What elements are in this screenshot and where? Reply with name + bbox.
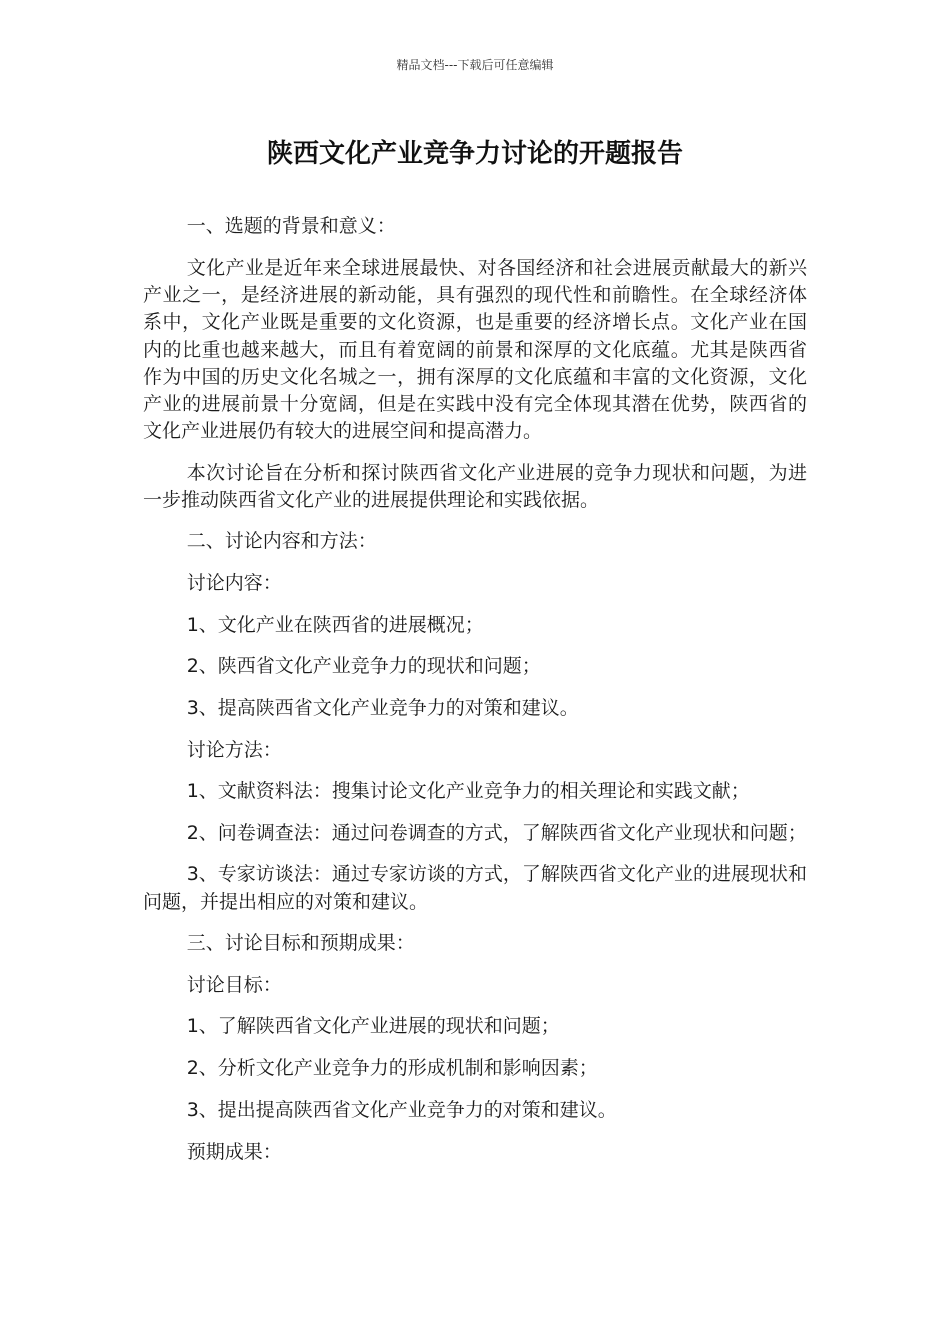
- list-item: 3、提出提高陕西省文化产业竞争力的对策和建议。: [186, 1098, 617, 1121]
- list-item: 1、了解陕西省文化产业进展的现状和问题；: [186, 1015, 560, 1038]
- list-item: 2、问卷调查法：通过问卷调查的方式，了解陕西省文化产业现状和问题；: [186, 822, 807, 845]
- list-item: 3、专家访谈法：通过专家访谈的方式，了解陕西省文化产业的进展现状和问题，并提出相应的对策和建议。: [143, 863, 807, 913]
- list-item: 2、分析文化产业竞争力的形成机制和影响因素；: [186, 1057, 598, 1080]
- list-item: 2、陕西省文化产业竞争力的现状和问题；: [186, 655, 541, 678]
- list-item: 3、提高陕西省文化产业竞争力的对策和建议。: [186, 697, 579, 720]
- subheading-expected-outcomes: 预期成果：: [186, 1140, 282, 1163]
- document-body: [143, 213, 807, 1180]
- paragraph-background-body: 文化产业是近年来全球进展最快、对各国经济和社会进展贡献最大的新兴产业之一，是经济进展的新动能，具有强烈的现代性和前瞻性。在全球经济体系中，文化产业既是重要的文化资源，也是重要的经济增长点。文化产业在国内的比重也越来越大，而且有着宽阔的前景和深厚的文化底蕴。尤其是陕西省作为中国的历史文化名城之一，拥有深厚的文化底蕴和丰富的文化资源，文化产业的进展前景十分宽阔，但是在实践中没有完全体现其潜在优势，陕西省的文化产业进展仍有较大的进展空间和提高潜力。: [143, 256, 807, 443]
- document-title: 陕西文化产业竞争力讨论的开题报告: [266, 139, 683, 169]
- subheading-methods: 讨论方法：: [186, 738, 282, 761]
- subheading-content: 讨论内容：: [186, 572, 282, 595]
- section-heading-goals-outcomes: 三、讨论目标和预期成果：: [186, 932, 415, 955]
- page-header: 精品文档---下载后可任意编辑: [396, 58, 554, 72]
- section-heading-content-methods: 二、讨论内容和方法：: [186, 530, 377, 553]
- section-heading-background: 一、选题的背景和意义：: [186, 215, 396, 237]
- paragraph-research-aim: 本次讨论旨在分析和探讨陕西省文化产业进展的竞争力现状和问题，为进一步推动陕西省文化产业的进展提供理论和实践依据。: [143, 461, 807, 512]
- list-item: 1、文献资料法：搜集讨论文化产业竞争力的相关理论和实践文献；: [186, 780, 750, 803]
- list-item: 1、文化产业在陕西省的进展概况；: [186, 613, 484, 636]
- subheading-goals: 讨论目标：: [186, 973, 282, 996]
